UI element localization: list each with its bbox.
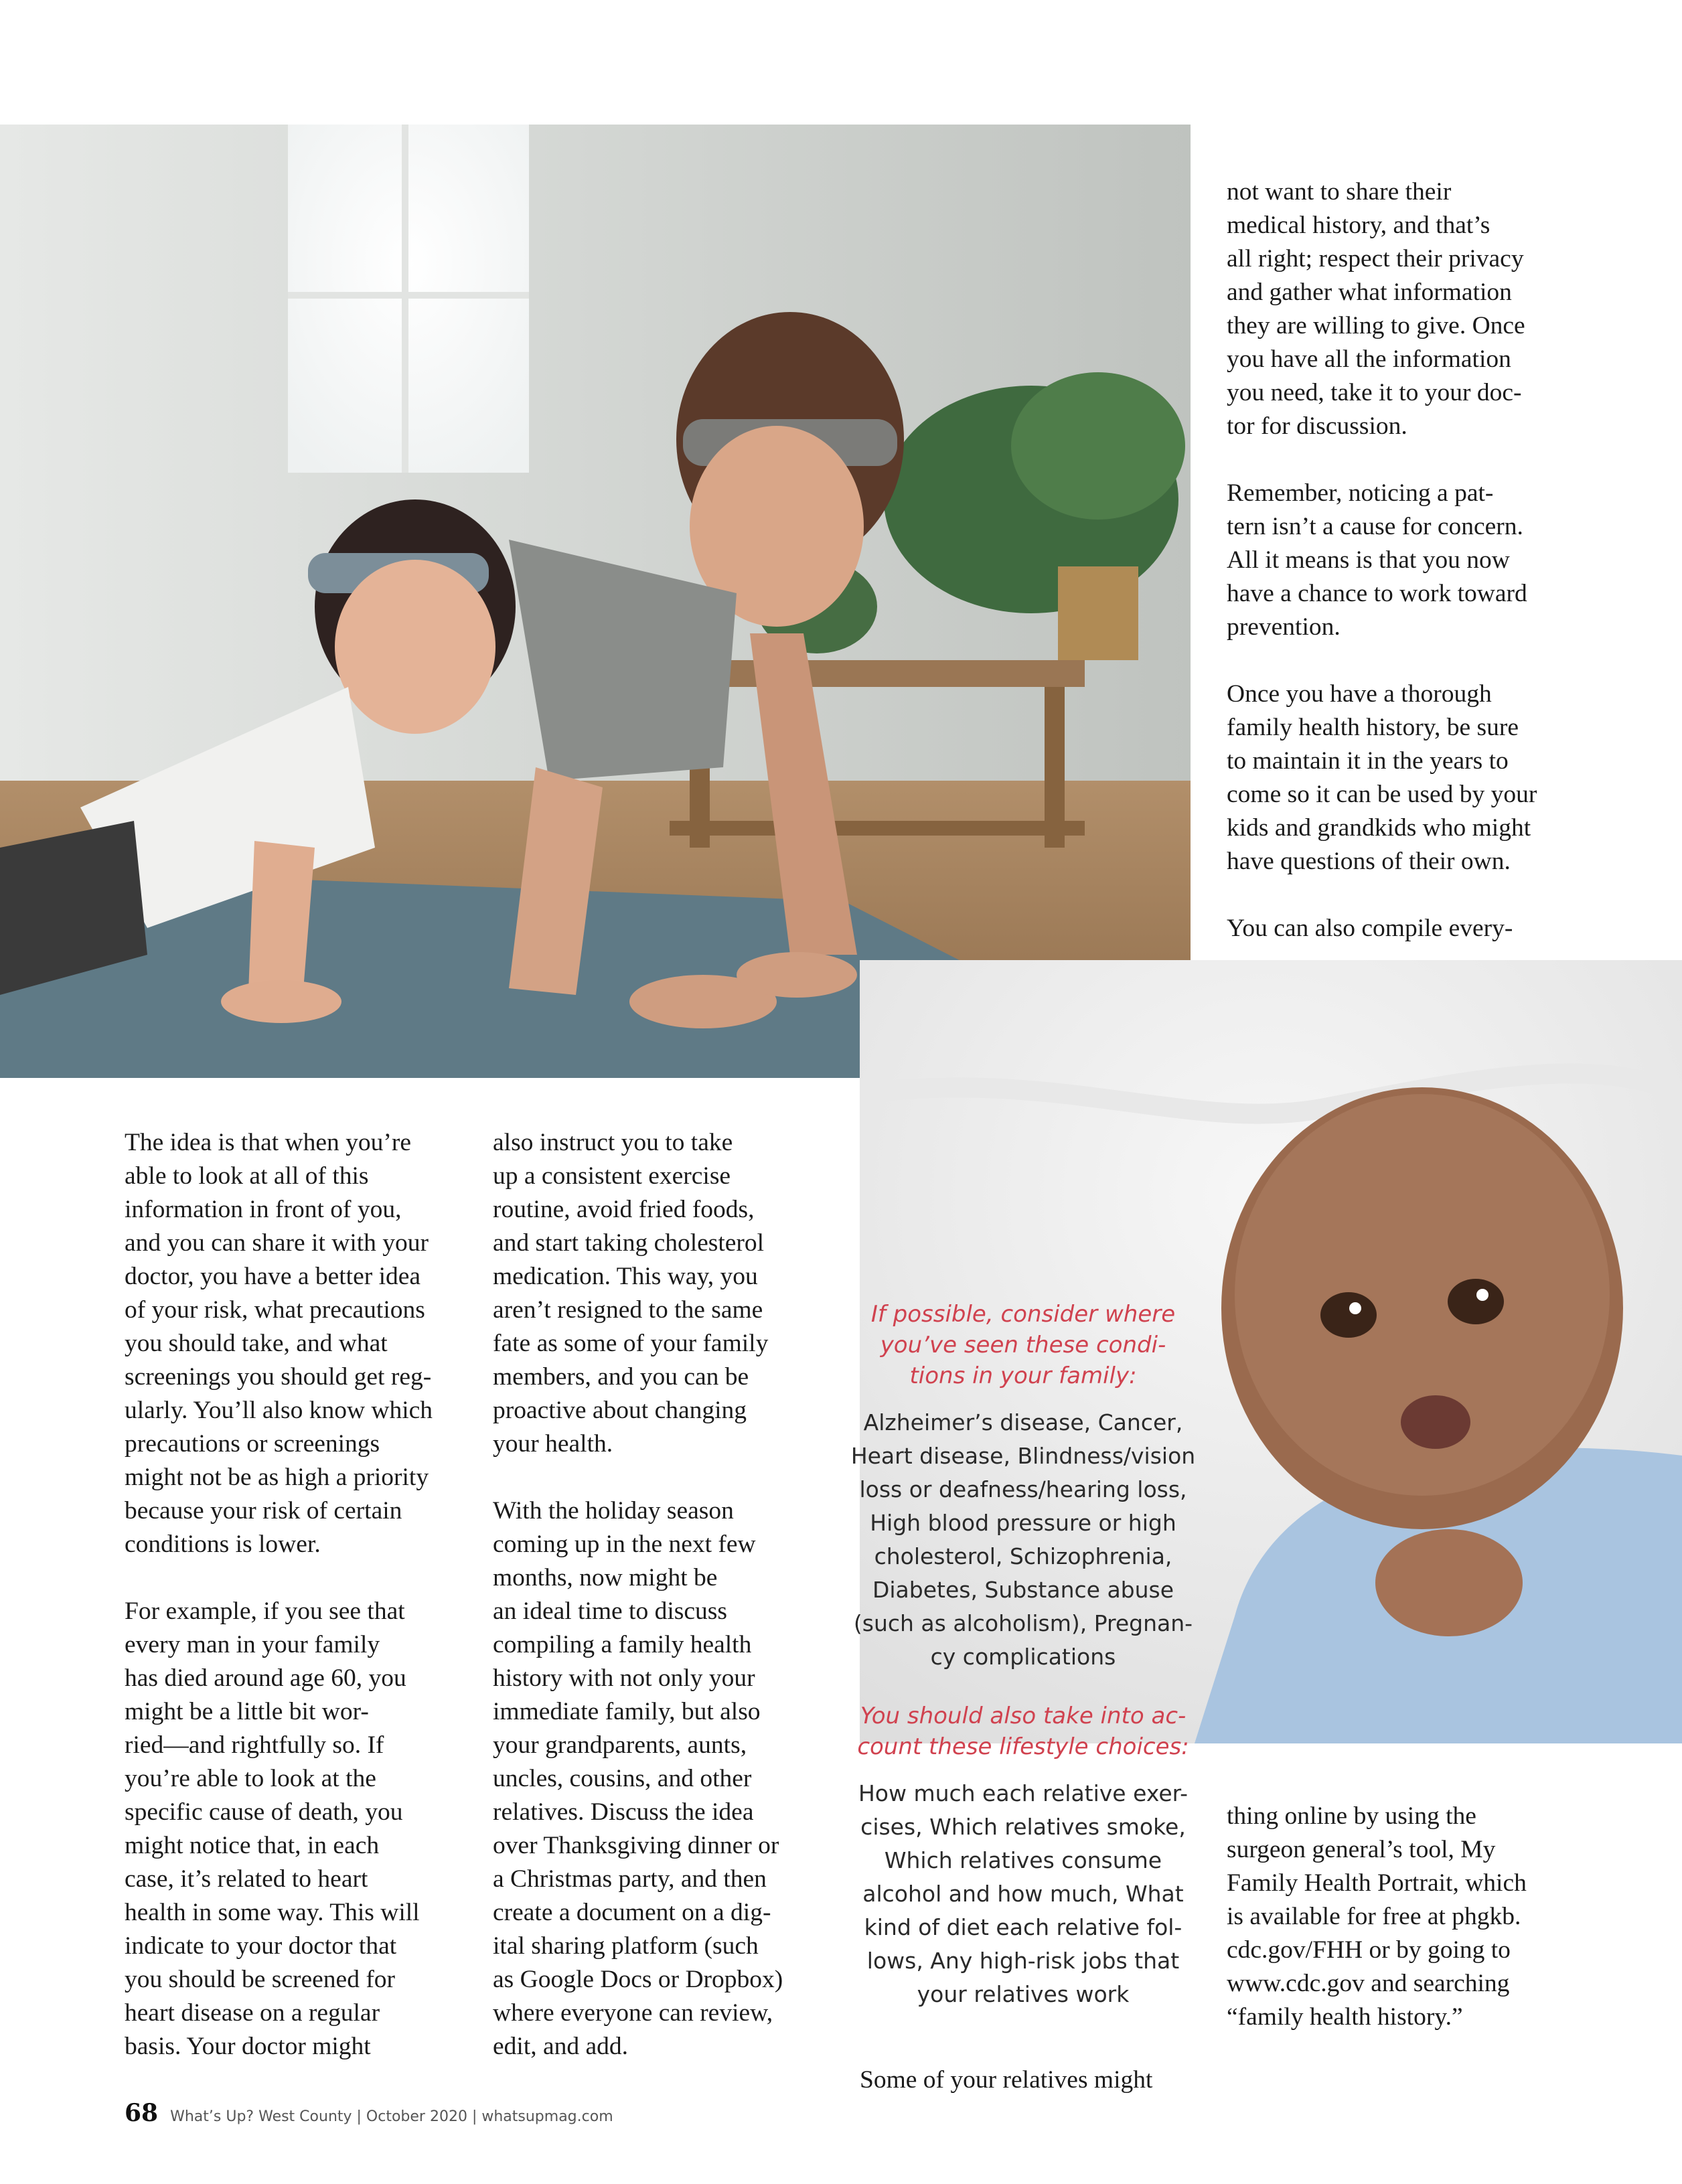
text-line: For example, if you see that <box>125 1597 405 1625</box>
text-line: to maintain it in the years to <box>1227 747 1509 775</box>
text-line: indicate to your doctor that <box>125 1932 397 1960</box>
text-line: “family health history.” <box>1227 2003 1463 2031</box>
text-line: medication. This way, you <box>493 1263 758 1290</box>
paragraph <box>125 1595 433 2063</box>
text-line: months, now might be <box>493 1564 718 1591</box>
text-line: family health history, be sure <box>1227 714 1519 741</box>
footer-publication-info: What’s Up? West County | October 2020 | whatsupmag.com <box>170 2108 613 2125</box>
text-line: kind of diet each relative fol- <box>864 1914 1182 1940</box>
text-line: medical history, and that’s <box>1227 212 1490 239</box>
text-line: health in some way. This will <box>125 1899 420 1926</box>
text-line: lows, Any high-risk jobs that <box>866 1948 1180 1974</box>
text-line: you’re able to look at the <box>125 1765 376 1792</box>
text-line: history with not only your <box>493 1664 755 1692</box>
paragraph <box>493 1126 783 1461</box>
text-line: your health. <box>493 1430 613 1458</box>
text-line: not want to share their <box>1227 178 1452 206</box>
text-line: You can also compile every- <box>1227 915 1513 942</box>
text-line: Alzheimer’s disease, Cancer, <box>863 1409 1183 1435</box>
text-line: High blood pressure or high <box>870 1510 1176 1536</box>
paragraph <box>1227 477 1537 644</box>
text-line: your grandparents, aunts, <box>493 1731 747 1759</box>
text-line: have questions of their own. <box>1227 848 1511 875</box>
text-line: information in front of you, <box>125 1196 402 1223</box>
text-line: ried—and rightfully so. If <box>125 1731 384 1759</box>
text-line: Heart disease, Blindness/vision <box>850 1443 1196 1469</box>
text-line: all right; respect their privacy <box>1227 245 1524 272</box>
text-line: Diabetes, Substance abuse <box>872 1577 1174 1603</box>
text-line: If possible, consider where <box>870 1301 1176 1328</box>
text-line: relatives. Discuss the idea <box>493 1798 754 1826</box>
text-line: basis. Your doctor might <box>125 2033 371 2060</box>
text-line: aren’t resigned to the same <box>493 1296 763 1324</box>
sidebar-lifestyle-list <box>842 1777 1204 2011</box>
text-line: How much each relative exer- <box>858 1780 1189 1806</box>
text-line: might notice that, in each <box>125 1832 380 1859</box>
text-line: count these lifestyle choices: <box>857 1733 1189 1760</box>
text-line: fate as some of your family <box>493 1330 769 1357</box>
text-line: also instruct you to take <box>493 1129 733 1156</box>
text-line: over Thanksgiving dinner or <box>493 1832 779 1859</box>
column-2-text <box>493 1126 783 2063</box>
text-line: might be a little bit wor- <box>125 1698 369 1725</box>
paragraph <box>1227 678 1537 878</box>
text-line: and gather what information <box>1227 279 1512 306</box>
text-line: ital sharing platform (such <box>493 1932 759 1960</box>
text-line: The idea is that when you’re <box>125 1129 411 1156</box>
text-line: Which relatives consume <box>884 1847 1162 1873</box>
text-line: (such as alcoholism), Pregnan- <box>853 1610 1193 1636</box>
text-line: of your risk, what precautions <box>125 1296 425 1324</box>
text-line: you have all the information <box>1227 345 1511 373</box>
exercise-photo <box>0 125 1191 1078</box>
text-line: alcohol and how much, What <box>862 1881 1184 1907</box>
text-line: and you can share it with your <box>125 1229 429 1257</box>
text-line: loss or deafness/hearing loss, <box>859 1476 1187 1502</box>
text-line: you’ve seen these condi- <box>880 1332 1166 1358</box>
paragraph <box>125 1126 433 1561</box>
text-line: cholesterol, Schizophrenia, <box>874 1543 1172 1569</box>
text-line: you should be screened for <box>125 1966 396 1993</box>
text-line: Some of your relatives might <box>860 2066 1153 2094</box>
text-line: where everyone can review, <box>493 1999 773 2027</box>
paragraph <box>1227 175 1537 443</box>
text-line: able to look at all of this <box>125 1162 369 1190</box>
paragraph <box>1227 1800 1527 2034</box>
text-line: members, and you can be <box>493 1363 749 1391</box>
text-line: ularly. You’ll also know which <box>125 1397 433 1424</box>
text-line: Remember, noticing a pat- <box>1227 479 1494 507</box>
text-line: Family Health Portrait, which <box>1227 1869 1527 1897</box>
text-line: and start taking cholesterol <box>493 1229 765 1257</box>
text-line: case, it’s related to heart <box>125 1865 368 1893</box>
text-line: every man in your family <box>125 1631 380 1658</box>
text-line: uncles, cousins, and other <box>493 1765 752 1792</box>
paragraph <box>1227 912 1537 945</box>
text-line: you need, take it to your doc- <box>1227 379 1522 406</box>
text-line: screenings you should get reg- <box>125 1363 432 1391</box>
paragraph <box>493 1494 783 2063</box>
text-line: coming up in the next few <box>493 1531 756 1558</box>
text-line: heart disease on a regular <box>125 1999 380 2027</box>
sidebar-heading-lifestyle <box>842 1701 1204 1762</box>
text-line: have a chance to work toward <box>1227 580 1527 607</box>
text-line: immediate family, but also <box>493 1698 761 1725</box>
text-line: tor for discussion. <box>1227 412 1407 440</box>
text-line: as Google Docs or Dropbox) <box>493 1966 783 1993</box>
column-3-tail-text <box>860 2063 1152 2097</box>
text-line: tions in your family: <box>909 1362 1137 1389</box>
text-line: prevention. <box>1227 613 1341 641</box>
text-line: All it means is that you now <box>1227 546 1510 574</box>
page-number: 68 <box>125 2099 159 2127</box>
column-1-text <box>125 1126 433 2063</box>
text-line: tern isn’t a cause for concern. <box>1227 513 1523 540</box>
text-line: cdc.gov/FHH or by going to <box>1227 1936 1511 1964</box>
sidebar-conditions-list <box>842 1406 1204 1674</box>
sidebar-checklist <box>842 1299 1204 2038</box>
text-line: With the holiday season <box>493 1497 734 1525</box>
text-line: cises, Which relatives smoke, <box>860 1814 1186 1840</box>
sidebar-heading-conditions <box>842 1299 1204 1391</box>
column-4-bottom-text <box>1227 1800 1527 2034</box>
text-line: surgeon general’s tool, My <box>1227 1836 1496 1863</box>
page-footer <box>125 2099 613 2127</box>
text-line: routine, avoid fried foods, <box>493 1196 755 1223</box>
text-line: a Christmas party, and then <box>493 1865 767 1893</box>
text-line: Once you have a thorough <box>1227 680 1492 708</box>
text-line: your relatives work <box>917 1981 1130 2007</box>
text-line: has died around age 60, you <box>125 1664 406 1692</box>
text-line: proactive about changing <box>493 1397 747 1424</box>
text-line: come so it can be used by your <box>1227 781 1537 808</box>
text-line: cy complications <box>930 1644 1116 1670</box>
text-line: might not be as high a priority <box>125 1464 429 1491</box>
text-line: www.cdc.gov and searching <box>1227 1970 1510 1997</box>
text-line: conditions is lower. <box>125 1531 321 1558</box>
text-line: precautions or screenings <box>125 1430 380 1458</box>
text-line: thing online by using the <box>1227 1802 1476 1830</box>
text-line: specific cause of death, you <box>125 1798 403 1826</box>
text-line: an ideal time to discuss <box>493 1597 727 1625</box>
text-line: is available for free at phgkb. <box>1227 1903 1521 1930</box>
right-column-top-text <box>1227 175 1537 945</box>
text-line: edit, and add. <box>493 2033 629 2060</box>
text-line: kids and grandkids who might <box>1227 814 1531 842</box>
text-line: You should also take into ac- <box>860 1703 1187 1729</box>
text-line: you should take, and what <box>125 1330 388 1357</box>
text-line: because your risk of certain <box>125 1497 402 1525</box>
text-line: doctor, you have a better idea <box>125 1263 421 1290</box>
text-line: they are willing to give. Once <box>1227 312 1525 339</box>
text-line: compiling a family health <box>493 1631 752 1658</box>
text-line: up a consistent exercise <box>493 1162 731 1190</box>
text-line: create a document on a dig- <box>493 1899 771 1926</box>
